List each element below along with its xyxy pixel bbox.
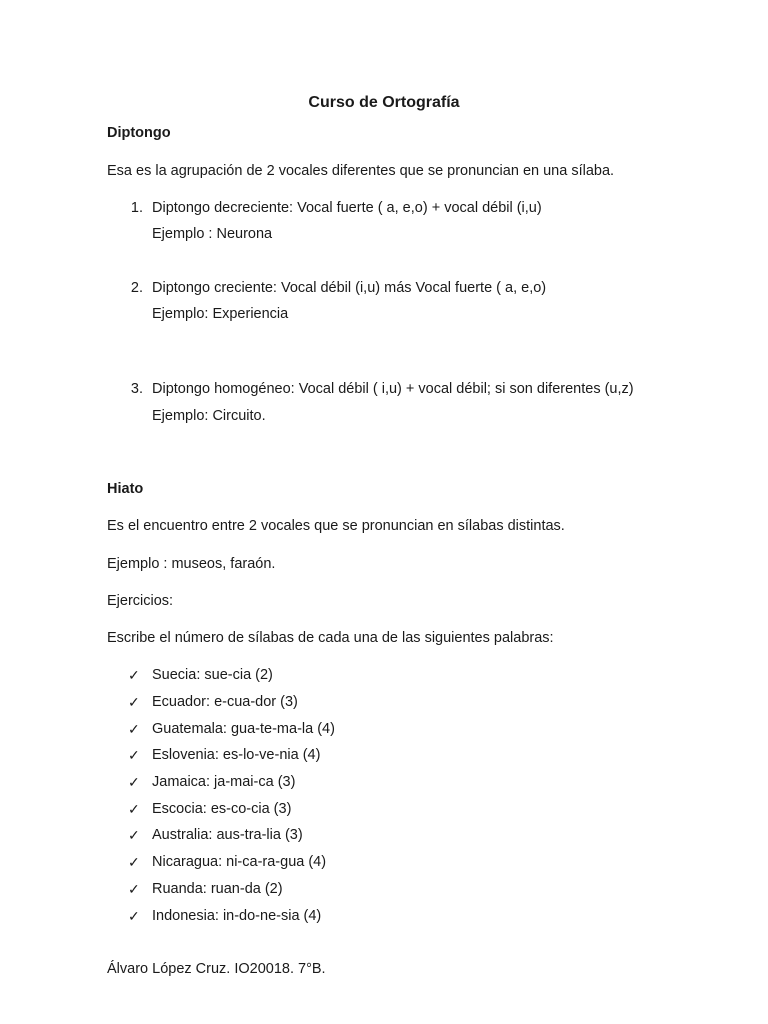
checkmark-icon: ✓	[128, 667, 140, 683]
list-item: Ecuador: e-cua-dor (3)	[152, 694, 298, 710]
checkmark-icon: ✓	[128, 801, 140, 817]
checkmark-icon: ✓	[128, 774, 140, 790]
page-title: Curso de Ortografía	[308, 94, 460, 111]
list-item-number: 1.	[130, 200, 143, 216]
exercises-instruction: Escribe el número de sílabas de cada una de las siguientes palabras:	[107, 630, 554, 646]
checkmark-icon: ✓	[128, 747, 140, 763]
list-item-example: Ejemplo: Circuito.	[152, 408, 266, 424]
checkmark-icon: ✓	[128, 694, 140, 710]
list-item-number: 2.	[130, 280, 143, 296]
hiato-example: Ejemplo : museos, faraón.	[107, 556, 276, 572]
exercises-label: Ejercicios:	[107, 593, 174, 609]
checkmark-icon: ✓	[128, 854, 140, 870]
list-item: Suecia: sue-cia (2)	[152, 667, 273, 683]
checkmark-icon: ✓	[128, 721, 140, 737]
list-item: Escocia: es-co-cia (3)	[152, 801, 292, 817]
list-item-example: Ejemplo: Experiencia	[152, 306, 289, 322]
list-item-example: Ejemplo : Neurona	[152, 226, 273, 242]
author-signature: Álvaro López Cruz. IO20018. 7°B.	[107, 961, 326, 977]
list-item: Eslovenia: es-lo-ve-nia (4)	[152, 747, 321, 763]
checkmark-icon: ✓	[128, 827, 140, 843]
list-item: Nicaragua: ni-ca-ra-gua (4)	[152, 854, 327, 870]
list-item-text: Diptongo creciente: Vocal débil (i,u) más Vocal fuerte ( a, e,o)	[152, 280, 547, 296]
list-item-text: Diptongo decreciente: Vocal fuerte ( a, e,o) + vocal débil (i,u)	[152, 200, 542, 216]
list-item: Jamaica: ja-mai-ca (3)	[152, 774, 296, 790]
list-item: Ruanda: ruan-da (2)	[152, 881, 283, 897]
hiato-definition: Es el encuentro entre 2 vocales que se pronuncian en sílabas distintas.	[107, 518, 565, 534]
list-item-text: Diptongo homogéneo: Vocal débil ( i,u) + vocal débil; si son diferentes (u,z)	[152, 381, 634, 397]
checkmark-icon: ✓	[128, 908, 140, 924]
section-heading-hiato: Hiato	[107, 481, 144, 497]
list-item-number: 3.	[130, 381, 143, 397]
diptongo-definition: Esa es la agrupación de 2 vocales diferentes que se pronuncian en una sílaba.	[107, 163, 615, 179]
checkmark-icon: ✓	[128, 881, 140, 897]
list-item: Guatemala: gua-te-ma-la (4)	[152, 721, 335, 737]
list-item: Australia: aus-tra-lia (3)	[152, 827, 303, 843]
list-item: Indonesia: in-do-ne-sia (4)	[152, 908, 322, 924]
section-heading-diptongo: Diptongo	[107, 125, 171, 141]
